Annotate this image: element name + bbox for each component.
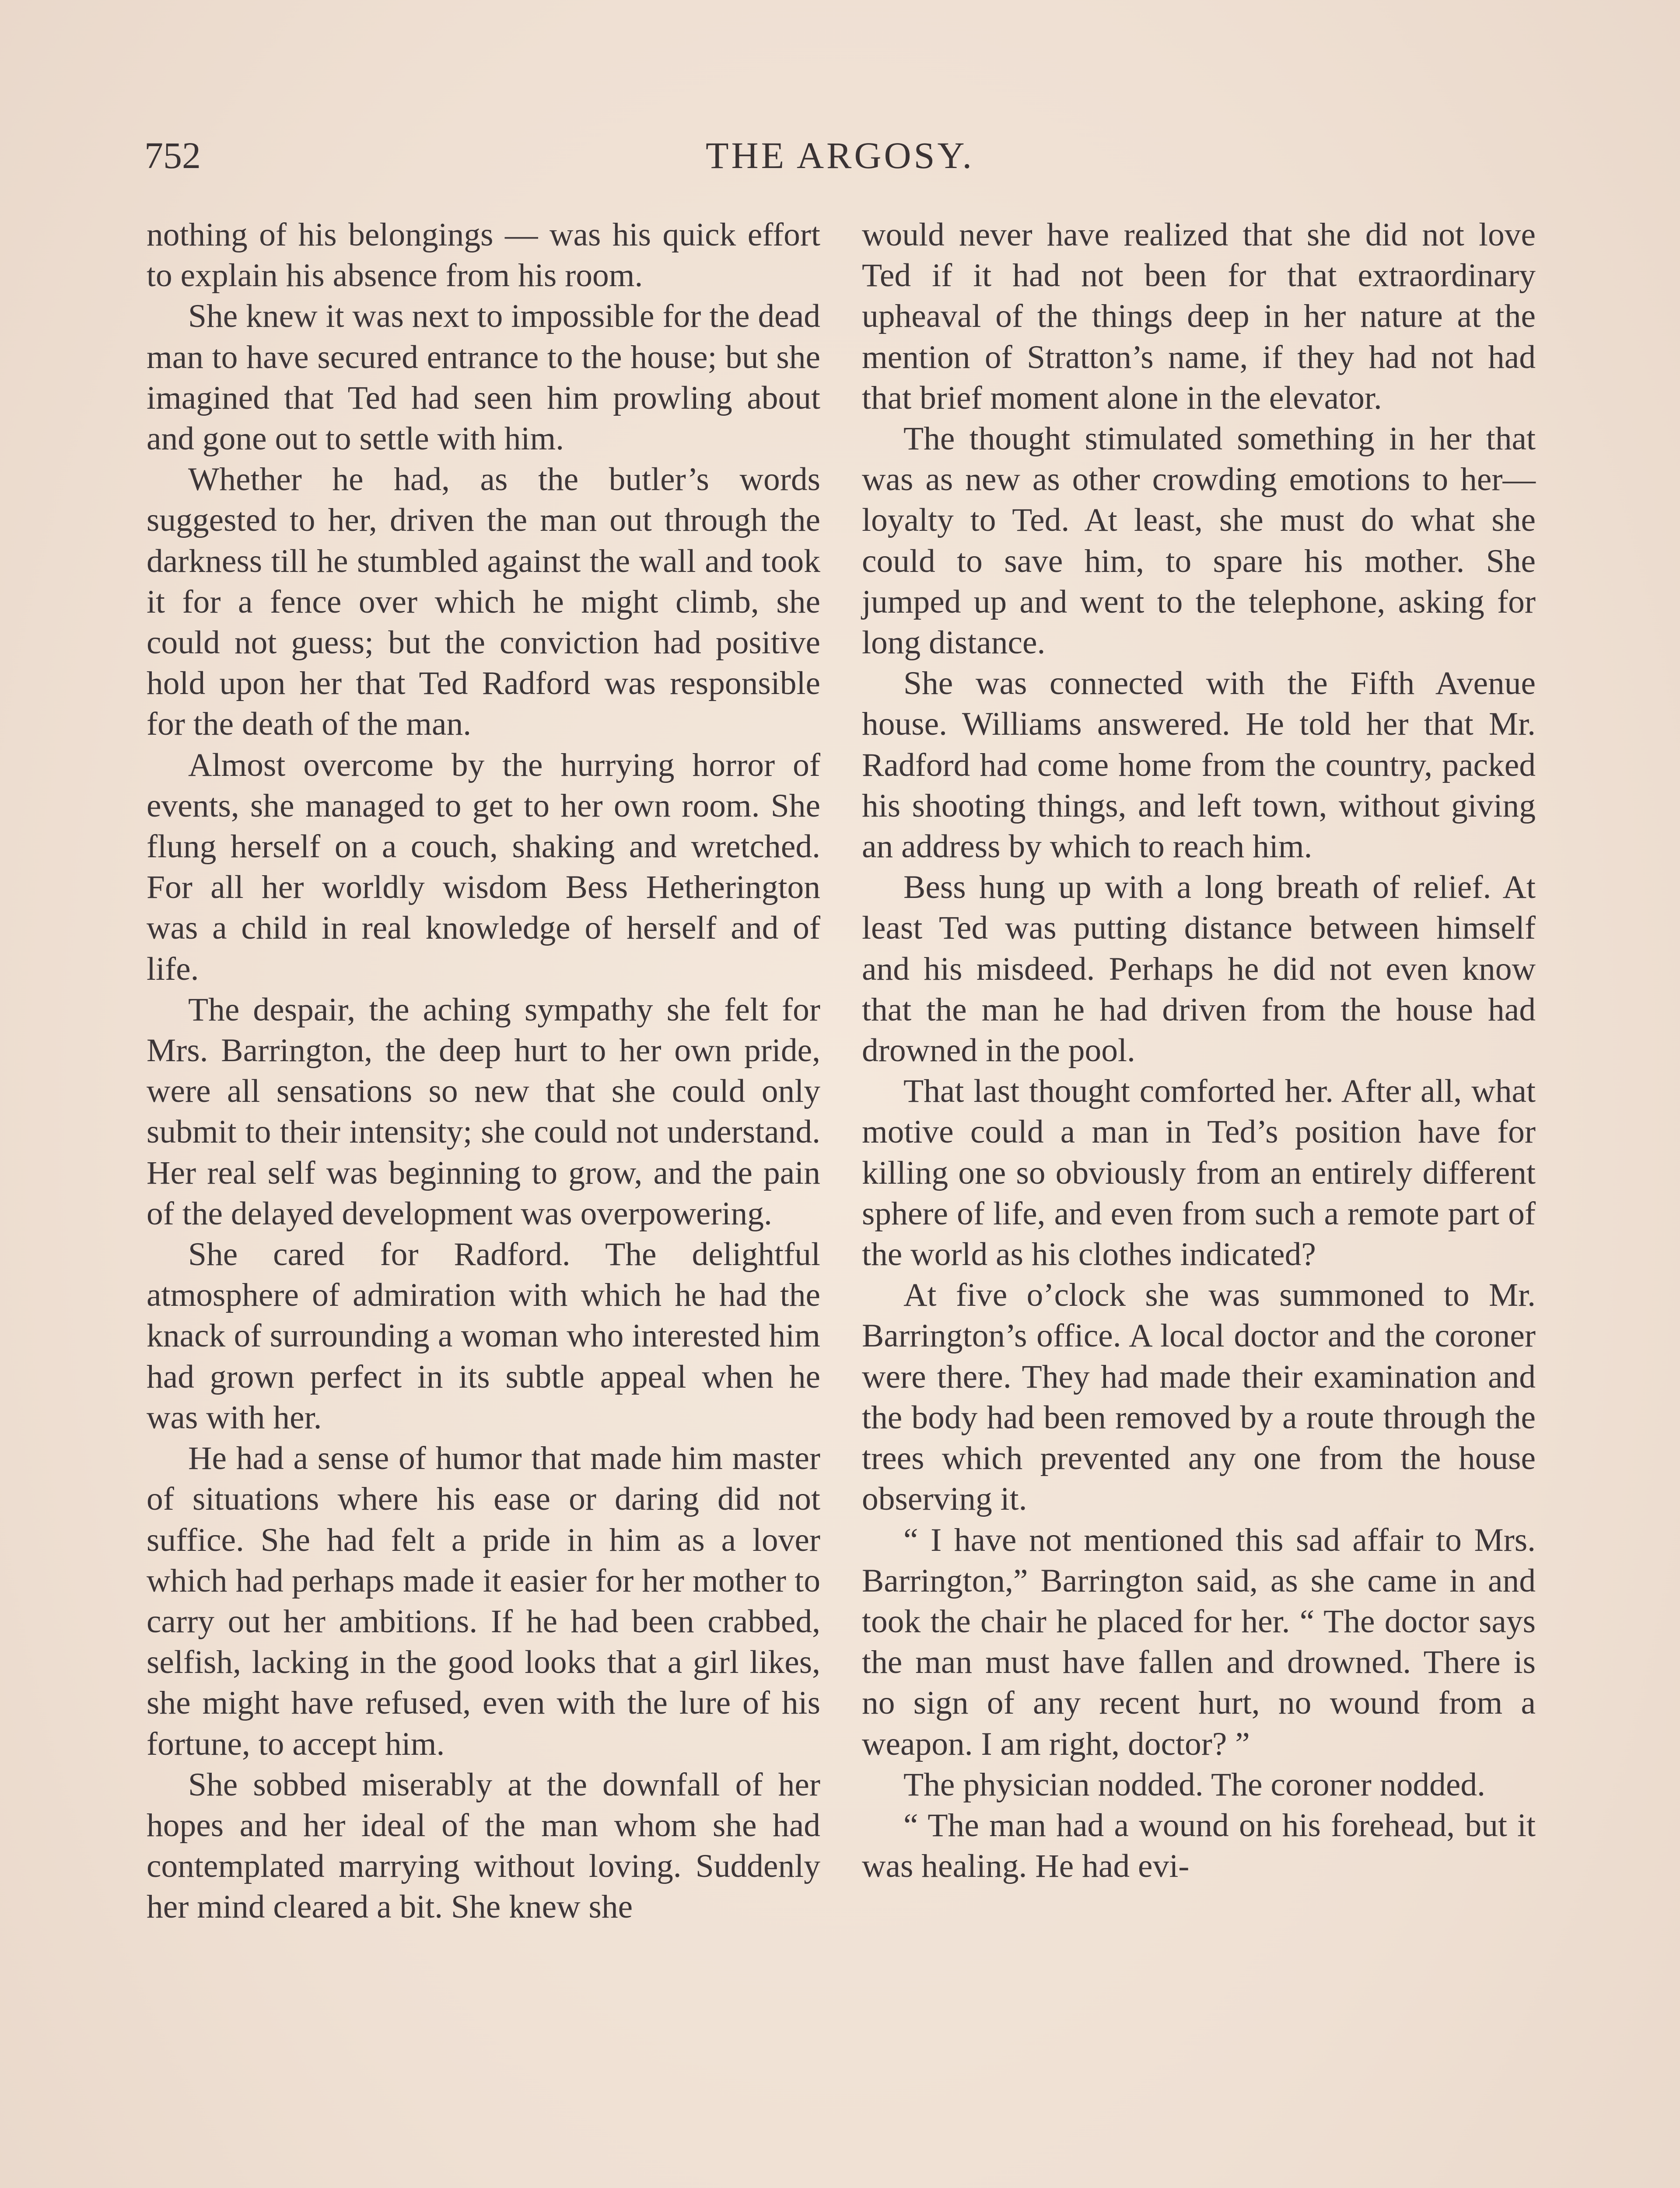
paragraph: The thought stimulated something in her that was as new as other crowding emotions to her—loyalty to Ted. At least, she must do what she could to save him, to spare his mother. She jumped up and went to the telephone, asking for long distance. — [862, 421, 1536, 661]
paragraph: He had a sense of humor that made him master of situations where his ease or daring did not suffice. She had felt a pride in him as a lover which had perhaps made it easier for her mother to carry out her ambitions. If he had been crabbed, selfish, lacking in the good looks that a girl likes, she might have refused, even with the lure of his fortune, to accept him. — [147, 1440, 820, 1762]
page-header — [144, 131, 1536, 179]
paragraph: The despair, the aching sympathy she felt for Mrs. Barrington, the deep hurt to her own pride, were all sensations so new that she could only submit to their intensity; she could not understand. Her real self was beginning to grow, and the pain of the delayed development was overpowering. — [147, 991, 820, 1232]
paragraph: Whether he had, as the butler’s words suggested to her, driven the man out through the darkness till he stumbled against the wall and took it for a fence over which he might climb, she could not guess; but the conviction had positive hold upon her that Ted Radford was responsible for the death of the man. — [147, 461, 820, 743]
paragraph: The physician nodded. The coroner nodded. — [903, 1766, 1485, 1803]
page-number: 752 — [144, 134, 201, 176]
paragraph: “ The man had a wound on his forehead, but it was healing. He had evi- — [862, 1807, 1536, 1885]
paragraph: She cared for Radford. The delightful atmosphere of admiration with which he had the knack of surrounding a woman who interested him had grown perfect in its subtle appeal when he was with her. — [147, 1236, 820, 1436]
paragraph: She knew it was next to impossible for the dead man to have secured entrance to the house; but she imagined that Ted had seen him prowling about and gone out to settle with him. — [147, 298, 820, 457]
paragraph: She sobbed miserably at the downfall of her hopes and her ideal of the man whom she had contemplated marrying without loving. Suddenly her mind cleared a bit. She knew she — [147, 1766, 820, 1925]
paragraph: She was connected with the Fifth Avenue house. Williams answered. He told her that Mr. Radford had come home from the country, packed his shooting things, and left town, without giving an address by which to reach him. — [862, 665, 1536, 865]
paragraph: would never have realized that she did not love Ted if it had not been for that extraordinary upheaval of the things deep in her nature at the mention of Stratton’s name, if they had not had that brief moment alone in the elevator. — [862, 217, 1536, 416]
paragraph: That last thought comforted her. After all, what motive could a man in Ted’s position have for killing one so obviously from an entirely different sphere of life, and even from such a remote part of the world as his clothes indicated? — [862, 1073, 1536, 1273]
paragraph: At five o’clock she was summoned to Mr. Barrington’s office. A local doctor and the coroner were there. They had made their examination and the body had been removed by a route through the trees which prevented any one from the house observing it. — [862, 1277, 1536, 1518]
paragraph: Almost overcome by the hurrying horror of events, she managed to get to her own room. She flung herself on a couch, shaking and wretched. For all her worldly wisdom Bess Hetherington was a child in real knowledge of herself and of life. — [147, 747, 820, 987]
running-head: THE ARGOSY. — [706, 134, 974, 176]
paragraph: “ I have not mentioned this sad affair to Mrs. Barrington,” Barrington said, as she came in and took the chair he placed for her. “ The doctor says the man must have fallen and drowned. There is no sign of any recent hurt, no wound from a weapon. I am right, doctor? ” — [862, 1522, 1536, 1762]
right-column — [862, 214, 1536, 1886]
paragraph: Bess hung up with a long breath of relief. At least Ted was putting distance between himself and his misdeed. Perhaps he did not even know that the man he had driven from the house had drowned in the pool. — [862, 869, 1536, 1069]
paragraph: nothing of his belongings — was his quick effort to explain his absence from his room. — [147, 217, 820, 294]
left-column — [147, 214, 820, 1928]
